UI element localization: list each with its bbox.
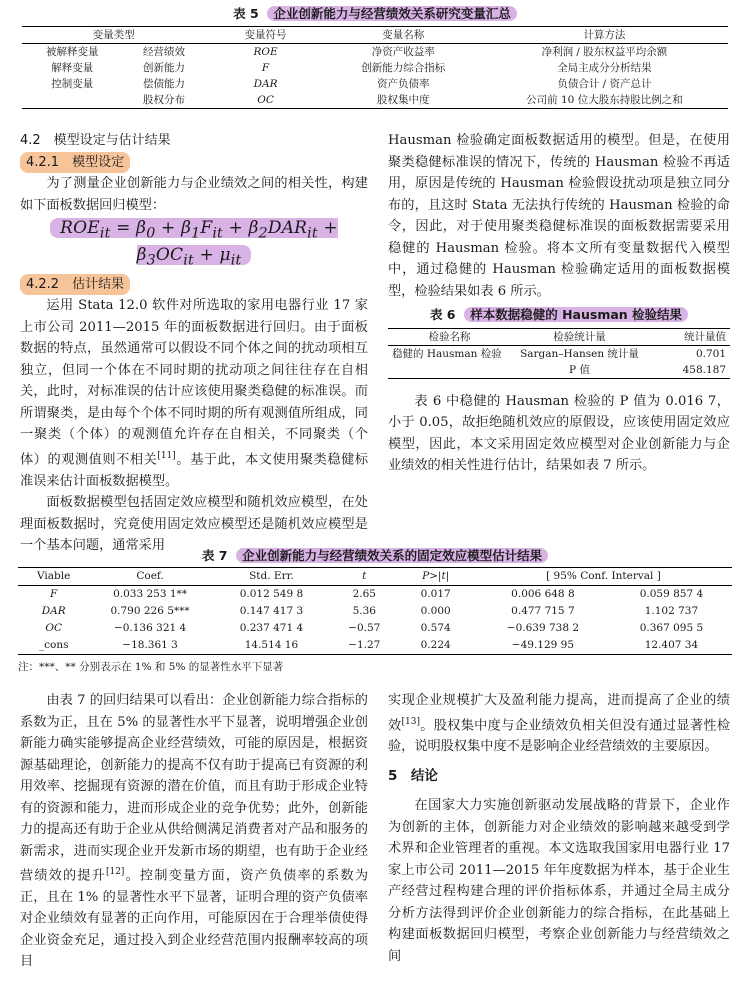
left-column-lower bbox=[20, 690, 368, 973]
table-row bbox=[18, 620, 732, 637]
table-cell: −1.27 bbox=[348, 639, 381, 651]
paragraph: 表 6 中稳健的 Hausman 检验的 P 值为 0.016 7，小于 0.05，故拒绝随机效应的原假设，应该使用固定效应模型，因此，本文采用固定效应模型对企业创新能力与企业绩效的相关性进行估计，结果如表 7 所示。 bbox=[388, 393, 730, 473]
paragraph-text: 运用 Stata 12.0 软件对所选取的家用电器行业 17 家上市公司 2011—2015 年的面板数据进行回归。由于面板数据的特点，虽然通常可以假设不同个体之间的扰动项相互独立，但同一个体在不同时期的扰动项之间往往存在自相关，此时，对标准误的估计应该使用聚类稳健的标准误。而所谓聚类，是由每个个体不同时期的所有观测值所组成，同一聚类（个体）的观测值允许存在自相关，不同聚类（个体）的观测值则不相关 bbox=[20, 298, 368, 468]
table-cell: 0.367 095 5 bbox=[639, 622, 704, 634]
t7-header: Std. Err. bbox=[249, 570, 294, 582]
table-cell: ROE bbox=[253, 46, 278, 58]
citation[interactable]: [11] bbox=[157, 450, 176, 461]
table-cell: 0.701 bbox=[695, 347, 726, 360]
t7-header: [ 95% Conf. Interval ] bbox=[546, 570, 661, 582]
table-cell: 控制变量 bbox=[51, 78, 94, 90]
paragraph-text: 。控制变量方面，资产负债率的系数为正，且在 1% 的显著性水平下显著，证明合理的资产负债率对企业绩效有显著的正向作用，可能原因在于合理举债使得企业资金充足，通过投入到企业经营范围内报酬率较高的项目 bbox=[20, 868, 369, 970]
paragraph: 为了测量企业创新能力与企业绩效之间的相关性，构建如下面板数据回归模型： bbox=[20, 176, 368, 213]
table-cell: 0.574 bbox=[420, 622, 451, 634]
table-cell: 被解释变量 bbox=[46, 46, 99, 58]
table-cell: 偿债能力 bbox=[143, 78, 186, 90]
citation[interactable]: [13] bbox=[401, 716, 420, 727]
table-cell: 净利润 / 股东权益平均余额 bbox=[541, 46, 668, 58]
table-cell: 0.790 226 5*** bbox=[110, 605, 190, 617]
table-cell: 股权分布 bbox=[143, 94, 186, 106]
section-heading-4-2-2: 4.2.2 估计结果 bbox=[20, 274, 130, 296]
table-row bbox=[22, 60, 728, 76]
table-cell: −18.361 3 bbox=[122, 639, 178, 651]
table-cell: 458.187 bbox=[682, 363, 726, 376]
table-cell: 14.514 16 bbox=[244, 639, 299, 651]
table-cell: 0.033 253 1** bbox=[113, 588, 188, 600]
table-cell: 创新能力综合指标 bbox=[361, 62, 446, 74]
table-row bbox=[18, 603, 732, 620]
table-row bbox=[18, 586, 732, 604]
table-cell: 2.65 bbox=[352, 588, 376, 600]
paragraph-text: 由表 7 的回归结果可以看出：企业创新能力综合指标的系数为正，且在 5% 的显著性水平下显著，说明增强企业创新能力确实能够提高企业经营绩效，可能的原因是，根据资源基础理论，创新能力的提高不仅有助于提高已有资源的利用效率、挖掘现有资源的潜在价值，而且有助于形成企业特有的资源和能力，进而形成企业的竞争优势；此外，创新能力的提高还有助于企业从供给侧满足消费者对产品和服务的新需求，进而实现企业开发新市场的期望，也有助于企业经营绩效的提升 bbox=[20, 693, 368, 884]
right-column-upper bbox=[388, 130, 730, 477]
t7-header: t bbox=[362, 570, 367, 582]
table-cell: 股权集中度 bbox=[376, 94, 430, 106]
table-cell: _cons bbox=[38, 639, 69, 651]
table-7-label: 表 7 bbox=[201, 548, 228, 563]
paragraph bbox=[388, 690, 730, 758]
table-cell: 稳健的 Hausman 检验 bbox=[392, 347, 502, 360]
section-heading-5: 5 结论 bbox=[388, 767, 438, 784]
table-cell: 解释变量 bbox=[51, 62, 94, 74]
table-7 bbox=[18, 546, 732, 674]
t5-header-name: 变量名称 bbox=[382, 29, 425, 41]
t7-header: Viable bbox=[37, 570, 71, 582]
section-heading-4-2-1: 4.2.1 模型设定 bbox=[20, 152, 130, 174]
table-row bbox=[388, 362, 730, 379]
paragraph: 面板数据模型包括固定效应模型和随机效应模型，在处理面板数据时，究竟使用固定效应模型还是随机效应模型是一个基本问题，通常采用 bbox=[20, 495, 368, 554]
table-cell: F bbox=[261, 62, 270, 74]
paragraph-text: 实现企业规模扩大及盈利能力提高，进而提高了企业的绩效 bbox=[388, 693, 730, 733]
table-6-title: 样本数据稳健的 Hausman 检验结果 bbox=[464, 307, 688, 322]
table-cell: −0.136 321 4 bbox=[113, 622, 187, 634]
table-5 bbox=[22, 4, 728, 109]
table-cell: 5.36 bbox=[352, 605, 376, 617]
paragraph: Hausman 检验确定面板数据适用的模型。但是，在使用聚类稳健标准误的情况下，传统的 Hausman 检验不再适用，原因是传统的 Hausman 检验假设扰动项是独立同分布的，且这时 Stata 无法执行传统的 Hausman 检验的命令，因此，对于使用聚类稳健标准误的面板数据需要采用稳健的 Hausman 检验。将本文所有变量数据代入模型中，通过稳健的 Hausman 检验确定适用的面板数据模型，检验结果如表 6 所示。 bbox=[388, 133, 730, 299]
table-cell: DAR bbox=[253, 78, 278, 90]
table-cell: 1.102 737 bbox=[644, 605, 699, 617]
table-6-grid bbox=[388, 328, 730, 379]
table-cell: 0.006 648 8 bbox=[511, 588, 575, 600]
t5-header-symbol: 变量符号 bbox=[244, 29, 287, 41]
paragraph bbox=[20, 690, 368, 973]
table-row bbox=[22, 92, 728, 109]
table-cell: DAR bbox=[41, 605, 66, 617]
t6-header: 检验名称 bbox=[428, 330, 471, 343]
t7-header: P>|t| bbox=[422, 570, 450, 582]
paragraph bbox=[20, 295, 368, 492]
table-cell: F bbox=[50, 588, 58, 600]
table-cell: Sargan–Hansen 统计量 bbox=[520, 347, 639, 360]
paragraph-text: 。股权集中度与企业绩效负相关但没有通过显著性检验，说明股权集中度不是影响企业经营绩效的主要原因。 bbox=[388, 717, 731, 755]
table-5-grid bbox=[22, 26, 728, 109]
table-cell: 0.237 471 4 bbox=[239, 622, 304, 634]
table-cell: −0.57 bbox=[348, 622, 381, 634]
table-cell: 0.224 bbox=[420, 639, 451, 651]
table-cell: 0.059 857 4 bbox=[639, 588, 704, 600]
table-cell: 负债合计 / 资产总计 bbox=[557, 78, 652, 90]
table-cell: 0.000 bbox=[420, 605, 451, 617]
table-row bbox=[388, 345, 730, 362]
t6-header: 检验统计量 bbox=[553, 330, 606, 343]
t7-header: Coef. bbox=[136, 570, 164, 582]
table-cell: −49.129 95 bbox=[511, 639, 575, 651]
table-7-caption bbox=[18, 546, 732, 564]
table-row bbox=[22, 76, 728, 92]
paragraph: 在国家大力实施创新驱动发展战略的背景下，企业作为创新的主体，创新能力对企业绩效的影响越来越受到学术界和企业管理者的重视。本文选取我国家用电器行业 17 家上市公司 2011—2015 年年度数据为样本，基于企业生产经营过程构建合理的评价指标体系，并通过全局主成分分析方法得到评价企业创新能力的综合指标，在此基础上构建面板数据回归模型，考察企业创新能力与经营绩效之间 bbox=[388, 798, 730, 964]
table-cell: 0.017 bbox=[420, 588, 451, 600]
table-cell: 公司前 10 位大股东持股比例之和 bbox=[526, 94, 683, 106]
table-cell bbox=[22, 92, 123, 109]
table-row bbox=[18, 637, 732, 655]
table-cell: 全局主成分分析结果 bbox=[557, 62, 652, 74]
table-7-title: 企业创新能力与经营绩效关系的固定效应模型估计结果 bbox=[236, 548, 548, 563]
table-5-title: 企业创新能力与经营绩效关系研究变量汇总 bbox=[267, 6, 517, 21]
t6-header: 统计量值 bbox=[684, 330, 726, 343]
table-row bbox=[22, 44, 728, 61]
table-cell: 12.407 34 bbox=[644, 639, 699, 651]
table-7-grid bbox=[18, 567, 732, 655]
table-cell: 创新能力 bbox=[143, 62, 186, 74]
table-cell: 0.012 549 8 bbox=[239, 588, 304, 600]
paragraph-text: 。基于此，本文使用聚类稳健标准误来估计面板数据模型。 bbox=[20, 452, 369, 489]
regression-formula: $ROE_{it} = \beta_0 + \beta_1F_{it} + \beta_2DAR_{it} + \beta_3OC_{it} + \mu_{it}$ bbox=[20, 216, 368, 274]
table-7-note: 注：***、** 分别表示在 1% 和 5% 的显著性水平下显著 bbox=[18, 661, 284, 673]
table-cell: 0.147 417 3 bbox=[239, 605, 304, 617]
table-cell bbox=[388, 362, 511, 379]
left-column-upper bbox=[20, 130, 368, 557]
t5-header-method: 计算方法 bbox=[583, 29, 626, 41]
table-cell: −0.639 738 2 bbox=[506, 622, 580, 634]
table-5-label: 表 5 bbox=[233, 6, 259, 21]
table-cell: 净资产收益率 bbox=[371, 46, 435, 58]
table-cell: OC bbox=[257, 94, 274, 106]
table-cell: OC bbox=[45, 622, 63, 634]
table-cell: 0.477 715 7 bbox=[511, 605, 575, 617]
citation[interactable]: [12] bbox=[105, 867, 125, 877]
table-6-caption bbox=[388, 304, 730, 326]
table-cell: 经营绩效 bbox=[143, 46, 186, 58]
table-6-label: 表 6 bbox=[429, 307, 456, 322]
table-cell: 资产负债率 bbox=[376, 78, 430, 90]
table-5-caption bbox=[22, 4, 728, 22]
right-column-lower bbox=[388, 690, 730, 967]
t5-header-type: 变量类型 bbox=[92, 29, 135, 41]
table-cell: P 值 bbox=[569, 363, 590, 376]
section-heading-4-2: 4.2 模型设定与估计结果 bbox=[20, 133, 171, 148]
